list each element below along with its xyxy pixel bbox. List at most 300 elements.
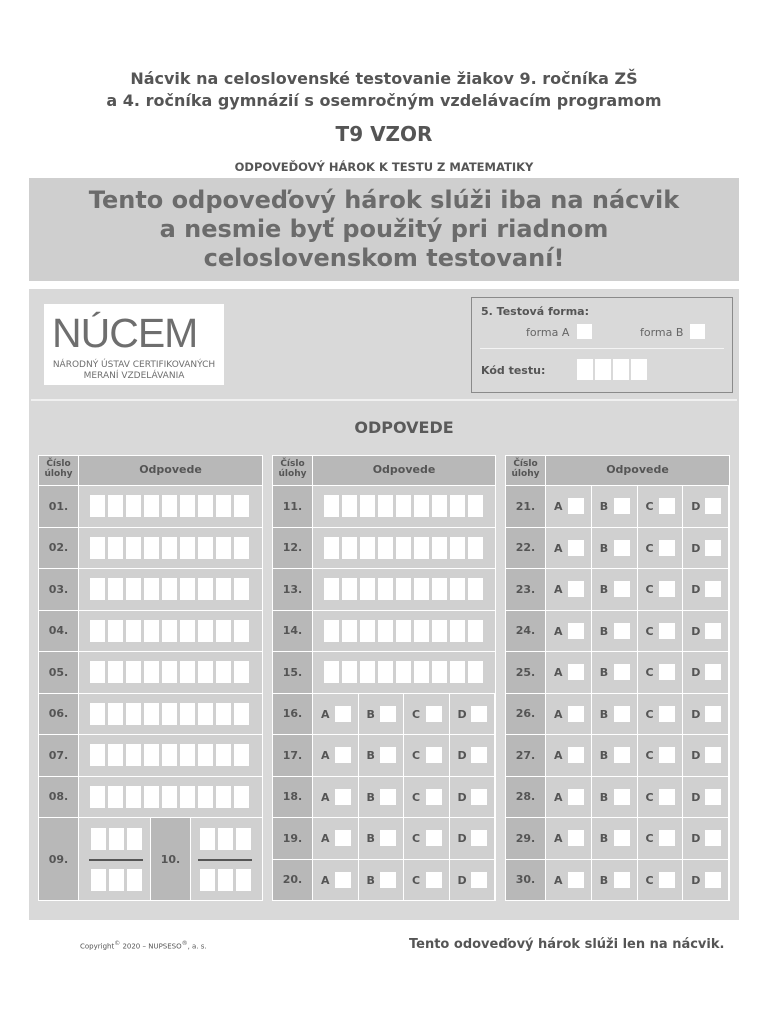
- denominator-box[interactable]: [109, 869, 124, 891]
- choice-checkbox[interactable]: [614, 872, 630, 888]
- answer-digit-box[interactable]: [378, 578, 393, 600]
- answer-digit-box[interactable]: [144, 786, 159, 808]
- answer-digit-box[interactable]: [162, 578, 177, 600]
- choice-letter: C: [412, 832, 421, 845]
- answer-digit-box[interactable]: [342, 537, 357, 559]
- choice-checkbox[interactable]: [471, 872, 487, 888]
- choice-letter: B: [366, 707, 375, 721]
- answer-digit-box[interactable]: [234, 578, 249, 600]
- answer-digit-box[interactable]: [324, 537, 339, 559]
- sheet-subtitle: ODPOVEĎOVÝ HÁROK K TESTU Z MATEMATIKY: [234, 160, 534, 174]
- numerator-box[interactable]: [200, 828, 215, 850]
- question-number: 08.: [39, 777, 78, 818]
- choice-checkbox[interactable]: [380, 789, 396, 805]
- answer-digit-box[interactable]: [378, 495, 393, 517]
- test-form-label: 5. Testová forma:: [481, 305, 590, 318]
- choice-checkbox[interactable]: [659, 789, 675, 805]
- question-number: 21.: [506, 486, 545, 527]
- answer-digit-box[interactable]: [342, 578, 357, 600]
- choice-letter: C: [645, 749, 654, 762]
- choice-checkbox[interactable]: [659, 498, 675, 514]
- choice-letter: B: [366, 832, 375, 845]
- choice-letter: D: [691, 541, 701, 555]
- form-b-label: forma B: [640, 326, 684, 339]
- question-number: 30.: [506, 860, 545, 901]
- answer-digit-box[interactable]: [234, 661, 249, 683]
- choice-checkbox[interactable]: [380, 830, 396, 846]
- answer-digit-box[interactable]: [180, 578, 195, 600]
- question-number: 13.: [273, 569, 312, 610]
- answer-digit-box[interactable]: [360, 495, 375, 517]
- answer-digit-box[interactable]: [396, 620, 411, 642]
- answer-digit-box[interactable]: [324, 578, 339, 600]
- choice-checkbox[interactable]: [568, 789, 584, 805]
- choice-letter: D: [691, 832, 701, 845]
- choice-checkbox[interactable]: [614, 789, 630, 805]
- answer-digit-box[interactable]: [90, 495, 105, 517]
- choice-checkbox[interactable]: [705, 540, 721, 556]
- choice-checkbox[interactable]: [614, 540, 630, 556]
- answer-digit-box[interactable]: [234, 537, 249, 559]
- answer-digit-box[interactable]: [180, 661, 195, 683]
- answer-digit-box[interactable]: [342, 661, 357, 683]
- answer-digit-box[interactable]: [216, 744, 231, 766]
- choice-checkbox[interactable]: [614, 830, 630, 846]
- question-number: 24.: [506, 611, 545, 652]
- choice-letter: D: [691, 749, 701, 762]
- col-answers-header: Odpovede: [139, 463, 202, 476]
- answer-digit-box[interactable]: [198, 786, 213, 808]
- choice-letter: A: [554, 541, 563, 555]
- col-num-header: Číslo úlohy: [44, 459, 73, 479]
- answer-digit-box[interactable]: [360, 578, 375, 600]
- choice-checkbox[interactable]: [335, 747, 351, 763]
- answer-digit-box[interactable]: [360, 661, 375, 683]
- question-number: 19.: [273, 818, 312, 859]
- choice-checkbox[interactable]: [705, 498, 721, 514]
- answer-digit-box[interactable]: [162, 537, 177, 559]
- choice-checkbox[interactable]: [568, 664, 584, 680]
- answer-digit-box[interactable]: [450, 578, 465, 600]
- choice-checkbox[interactable]: [471, 789, 487, 805]
- form-a-checkbox[interactable]: [577, 324, 592, 339]
- answer-digit-box[interactable]: [450, 620, 465, 642]
- warning-line-2: a nesmie byť použitý pri riadnom: [159, 215, 609, 243]
- question-number: 16.: [273, 694, 312, 735]
- choice-checkbox[interactable]: [335, 789, 351, 805]
- choice-letter: C: [645, 666, 654, 679]
- choice-checkbox[interactable]: [568, 706, 584, 722]
- answer-digit-box[interactable]: [396, 661, 411, 683]
- answer-digit-box[interactable]: [234, 703, 249, 725]
- answer-digit-box[interactable]: [432, 537, 447, 559]
- choice-letter: B: [599, 832, 609, 845]
- answer-digit-box[interactable]: [468, 578, 483, 600]
- test-code-title: T9 VZOR: [335, 122, 433, 146]
- answer-digit-box[interactable]: [216, 578, 231, 600]
- choice-checkbox[interactable]: [335, 872, 351, 888]
- answer-digit-box[interactable]: [180, 744, 195, 766]
- choice-letter: B: [366, 790, 375, 804]
- question-number: 25.: [506, 652, 545, 693]
- answer-digit-box[interactable]: [144, 578, 159, 600]
- test-code-label: Kód testu:: [481, 364, 546, 377]
- answer-digit-box[interactable]: [90, 620, 105, 642]
- choice-letter: B: [599, 707, 609, 721]
- choice-letter: A: [554, 832, 563, 845]
- answer-digit-box[interactable]: [342, 495, 357, 517]
- choice-checkbox[interactable]: [426, 747, 442, 763]
- choice-letter: C: [645, 832, 654, 845]
- question-number: 14.: [273, 611, 312, 652]
- choice-checkbox[interactable]: [568, 498, 584, 514]
- choice-letter: A: [554, 749, 563, 762]
- choice-checkbox[interactable]: [426, 789, 442, 805]
- choice-checkbox[interactable]: [380, 747, 396, 763]
- choice-checkbox[interactable]: [568, 623, 584, 639]
- answer-digit-box[interactable]: [144, 620, 159, 642]
- numerator-box[interactable]: [109, 828, 124, 850]
- answer-digit-box[interactable]: [450, 495, 465, 517]
- fraction-line: [89, 859, 143, 861]
- answer-digit-box[interactable]: [198, 703, 213, 725]
- question-number: 18.: [273, 777, 312, 818]
- answer-digit-box[interactable]: [144, 703, 159, 725]
- choice-letter: D: [457, 707, 467, 721]
- denominator-box[interactable]: [127, 869, 142, 891]
- choice-letter: C: [645, 790, 654, 804]
- answer-digit-box[interactable]: [126, 578, 141, 600]
- choice-checkbox[interactable]: [705, 706, 721, 722]
- warning-text: [29, 186, 739, 273]
- question-number: 29.: [506, 818, 545, 859]
- answer-digit-box[interactable]: [216, 786, 231, 808]
- choice-checkbox[interactable]: [659, 706, 675, 722]
- logo-wordmark: NÚCEM: [52, 310, 198, 356]
- choice-checkbox[interactable]: [471, 747, 487, 763]
- answer-digit-box[interactable]: [414, 537, 429, 559]
- choice-checkbox[interactable]: [705, 872, 721, 888]
- answer-digit-box[interactable]: [450, 661, 465, 683]
- answer-digit-box[interactable]: [144, 537, 159, 559]
- header-line-2: a 4. ročníka gymnázií s osemročným vzdelávacím programom: [106, 91, 662, 110]
- answer-digit-box[interactable]: [468, 495, 483, 517]
- choice-checkbox[interactable]: [614, 623, 630, 639]
- answer-digit-box[interactable]: [108, 537, 123, 559]
- choice-letter: B: [366, 873, 375, 887]
- answer-digit-box[interactable]: [126, 786, 141, 808]
- choice-checkbox[interactable]: [426, 706, 442, 722]
- choice-checkbox[interactable]: [335, 706, 351, 722]
- choice-checkbox[interactable]: [471, 706, 487, 722]
- answer-digit-box[interactable]: [414, 661, 429, 683]
- choice-letter: D: [457, 749, 467, 762]
- question-number: 01.: [39, 486, 78, 527]
- answer-digit-box[interactable]: [396, 578, 411, 600]
- question-number: 23.: [506, 569, 545, 610]
- answer-digit-box[interactable]: [90, 744, 105, 766]
- answer-digit-box[interactable]: [234, 620, 249, 642]
- choice-checkbox[interactable]: [705, 747, 721, 763]
- test-code-box[interactable]: [595, 359, 611, 380]
- choice-letter: C: [412, 790, 421, 804]
- col-num-header: Číslo úlohy: [511, 459, 540, 479]
- answer-digit-box[interactable]: [108, 578, 123, 600]
- question-number: 05.: [39, 652, 78, 693]
- answer-digit-box[interactable]: [162, 703, 177, 725]
- choice-letter: A: [554, 707, 563, 721]
- question-number: 09.: [39, 818, 78, 900]
- choice-checkbox[interactable]: [335, 830, 351, 846]
- choice-letter: B: [599, 541, 609, 555]
- choice-checkbox[interactable]: [614, 581, 630, 597]
- answer-digit-box[interactable]: [342, 620, 357, 642]
- answer-digit-box[interactable]: [180, 537, 195, 559]
- choice-checkbox[interactable]: [568, 581, 584, 597]
- choice-letter: B: [599, 666, 609, 679]
- choice-checkbox[interactable]: [659, 540, 675, 556]
- choice-letter: C: [645, 500, 654, 513]
- denominator-box[interactable]: [236, 869, 251, 891]
- choice-letter: D: [691, 583, 701, 596]
- answer-digit-box[interactable]: [432, 620, 447, 642]
- answer-digit-box[interactable]: [180, 620, 195, 642]
- choice-checkbox[interactable]: [426, 830, 442, 846]
- answer-digit-box[interactable]: [90, 537, 105, 559]
- choice-letter: D: [691, 790, 701, 804]
- choice-letter: D: [691, 666, 701, 679]
- answer-digit-box[interactable]: [216, 620, 231, 642]
- answer-digit-box[interactable]: [216, 537, 231, 559]
- choice-checkbox[interactable]: [568, 540, 584, 556]
- numerator-box[interactable]: [218, 828, 233, 850]
- choice-letter: A: [321, 707, 330, 721]
- choice-letter: C: [412, 707, 421, 721]
- choice-letter: A: [321, 749, 330, 762]
- answer-digit-box[interactable]: [144, 661, 159, 683]
- answer-digit-box[interactable]: [216, 495, 231, 517]
- answer-digit-box[interactable]: [108, 744, 123, 766]
- answer-digit-box[interactable]: [234, 744, 249, 766]
- form-divider: [480, 348, 724, 349]
- answers-title: ODPOVEDE: [354, 418, 454, 437]
- answer-digit-box[interactable]: [198, 744, 213, 766]
- fraction-line: [198, 859, 252, 861]
- choice-letter: B: [599, 873, 609, 887]
- choice-checkbox[interactable]: [614, 664, 630, 680]
- choice-letter: B: [599, 749, 609, 762]
- answer-digit-box[interactable]: [162, 620, 177, 642]
- choice-checkbox[interactable]: [568, 872, 584, 888]
- choice-letter: B: [366, 749, 375, 762]
- choice-checkbox[interactable]: [659, 664, 675, 680]
- answer-digit-box[interactable]: [324, 620, 339, 642]
- question-number: 22.: [506, 528, 545, 569]
- test-code-box[interactable]: [613, 359, 629, 380]
- answer-digit-box[interactable]: [126, 661, 141, 683]
- choice-checkbox[interactable]: [426, 872, 442, 888]
- choice-letter: C: [645, 541, 654, 555]
- warning-line-1: Tento odpoveďový hárok slúži iba na nácvik: [88, 186, 680, 214]
- choice-checkbox[interactable]: [614, 498, 630, 514]
- numerator-box[interactable]: [236, 828, 251, 850]
- choice-checkbox[interactable]: [659, 623, 675, 639]
- answer-digit-box[interactable]: [162, 744, 177, 766]
- choice-letter: C: [645, 583, 654, 596]
- answer-digit-box[interactable]: [126, 744, 141, 766]
- choice-letter: B: [599, 583, 609, 596]
- choice-checkbox[interactable]: [705, 623, 721, 639]
- choice-letter: A: [554, 583, 563, 596]
- choice-letter: B: [599, 790, 609, 804]
- test-code-box[interactable]: [577, 359, 593, 380]
- answer-digit-box[interactable]: [396, 537, 411, 559]
- answer-digit-box[interactable]: [432, 578, 447, 600]
- answer-digit-box[interactable]: [108, 495, 123, 517]
- choice-letter: D: [691, 873, 701, 887]
- choice-letter: A: [554, 500, 563, 513]
- choice-letter: C: [645, 624, 654, 638]
- choice-letter: C: [645, 873, 654, 887]
- question-number: 10.: [151, 818, 190, 900]
- denominator-box[interactable]: [200, 869, 215, 891]
- choice-checkbox[interactable]: [380, 706, 396, 722]
- choice-letter: A: [321, 873, 330, 887]
- answer-digit-box[interactable]: [90, 703, 105, 725]
- answer-digit-box[interactable]: [108, 703, 123, 725]
- answer-digit-box[interactable]: [216, 703, 231, 725]
- question-number: 07.: [39, 735, 78, 776]
- question-number: 28.: [506, 777, 545, 818]
- test-code-box[interactable]: [631, 359, 647, 380]
- choice-checkbox[interactable]: [614, 706, 630, 722]
- col-num-header: Číslo úlohy: [278, 459, 307, 479]
- choice-letter: B: [599, 500, 609, 513]
- choice-letter: D: [691, 624, 701, 638]
- answer-digit-box[interactable]: [90, 786, 105, 808]
- choice-checkbox[interactable]: [380, 872, 396, 888]
- answer-digit-box[interactable]: [378, 661, 393, 683]
- answer-digit-box[interactable]: [324, 495, 339, 517]
- answer-digit-box[interactable]: [108, 620, 123, 642]
- section-divider: [31, 399, 737, 401]
- choice-checkbox[interactable]: [471, 830, 487, 846]
- answer-digit-box[interactable]: [414, 495, 429, 517]
- answer-digit-box[interactable]: [450, 537, 465, 559]
- answer-digit-box[interactable]: [162, 495, 177, 517]
- choice-letter: A: [554, 790, 563, 804]
- warning-line-3: celoslovenskom testovaní!: [203, 244, 565, 272]
- choice-checkbox[interactable]: [659, 747, 675, 763]
- answer-digit-box[interactable]: [90, 578, 105, 600]
- answer-digit-box[interactable]: [396, 495, 411, 517]
- answer-digit-box[interactable]: [432, 495, 447, 517]
- question-number: 02.: [39, 528, 78, 569]
- question-number: 15.: [273, 652, 312, 693]
- choice-letter: A: [554, 873, 563, 887]
- footer-note: Tento odoveďový hárok slúži len na nácvik.: [409, 937, 725, 952]
- answer-digit-box[interactable]: [360, 620, 375, 642]
- choice-checkbox[interactable]: [568, 747, 584, 763]
- denominator-box[interactable]: [91, 869, 106, 891]
- choice-checkbox[interactable]: [659, 581, 675, 597]
- question-number: 03.: [39, 569, 78, 610]
- answer-digit-box[interactable]: [414, 620, 429, 642]
- answer-digit-box[interactable]: [378, 620, 393, 642]
- answer-digit-box[interactable]: [126, 703, 141, 725]
- form-b-checkbox[interactable]: [690, 324, 705, 339]
- answer-digit-box[interactable]: [180, 495, 195, 517]
- answer-digit-box[interactable]: [432, 661, 447, 683]
- answer-digit-box[interactable]: [468, 620, 483, 642]
- choice-checkbox[interactable]: [705, 664, 721, 680]
- answer-digit-box[interactable]: [198, 661, 213, 683]
- answer-digit-box[interactable]: [198, 620, 213, 642]
- logo-subtitle-1: NÁRODNÝ ÚSTAV CERTIFIKOVANÝCH: [52, 360, 216, 370]
- answer-digit-box[interactable]: [378, 537, 393, 559]
- question-number: 12.: [273, 528, 312, 569]
- choice-letter: D: [691, 500, 701, 513]
- denominator-box[interactable]: [218, 869, 233, 891]
- choice-letter: C: [412, 749, 421, 762]
- answer-digit-box[interactable]: [234, 495, 249, 517]
- choice-checkbox[interactable]: [705, 581, 721, 597]
- numerator-box[interactable]: [91, 828, 106, 850]
- choice-checkbox[interactable]: [659, 872, 675, 888]
- form-a-label: forma A: [526, 326, 570, 339]
- choice-checkbox[interactable]: [705, 789, 721, 805]
- answer-digit-box[interactable]: [198, 537, 213, 559]
- choice-letter: D: [457, 873, 467, 887]
- answer-digit-box[interactable]: [360, 537, 375, 559]
- choice-letter: B: [599, 624, 609, 638]
- answer-digit-box[interactable]: [180, 786, 195, 808]
- answer-digit-box[interactable]: [198, 578, 213, 600]
- answer-digit-box[interactable]: [126, 537, 141, 559]
- answer-digit-box[interactable]: [108, 786, 123, 808]
- answer-digit-box[interactable]: [180, 703, 195, 725]
- choice-letter: C: [412, 873, 421, 887]
- answer-digit-box[interactable]: [90, 661, 105, 683]
- answer-digit-box[interactable]: [414, 578, 429, 600]
- choice-letter: D: [691, 707, 701, 721]
- nucem-logo: [44, 304, 224, 385]
- choice-letter: A: [321, 790, 330, 804]
- question-number: 26.: [506, 694, 545, 735]
- choice-checkbox[interactable]: [614, 747, 630, 763]
- choice-checkbox[interactable]: [705, 830, 721, 846]
- col-answers-header: Odpovede: [606, 463, 669, 476]
- question-number: 20.: [273, 860, 312, 901]
- answer-digit-box[interactable]: [126, 495, 141, 517]
- answer-digit-box[interactable]: [126, 620, 141, 642]
- choice-checkbox[interactable]: [659, 830, 675, 846]
- answer-digit-box[interactable]: [198, 495, 213, 517]
- answer-digit-box[interactable]: [468, 537, 483, 559]
- answer-digit-box[interactable]: [468, 661, 483, 683]
- answer-digit-box[interactable]: [324, 661, 339, 683]
- answer-digit-box[interactable]: [162, 661, 177, 683]
- answer-digit-box[interactable]: [144, 495, 159, 517]
- answer-digit-box[interactable]: [234, 786, 249, 808]
- choice-letter: D: [457, 790, 467, 804]
- answer-digit-box[interactable]: [162, 786, 177, 808]
- answer-digit-box[interactable]: [144, 744, 159, 766]
- answer-digit-box[interactable]: [108, 661, 123, 683]
- answer-digit-box[interactable]: [216, 661, 231, 683]
- numerator-box[interactable]: [127, 828, 142, 850]
- choice-checkbox[interactable]: [568, 830, 584, 846]
